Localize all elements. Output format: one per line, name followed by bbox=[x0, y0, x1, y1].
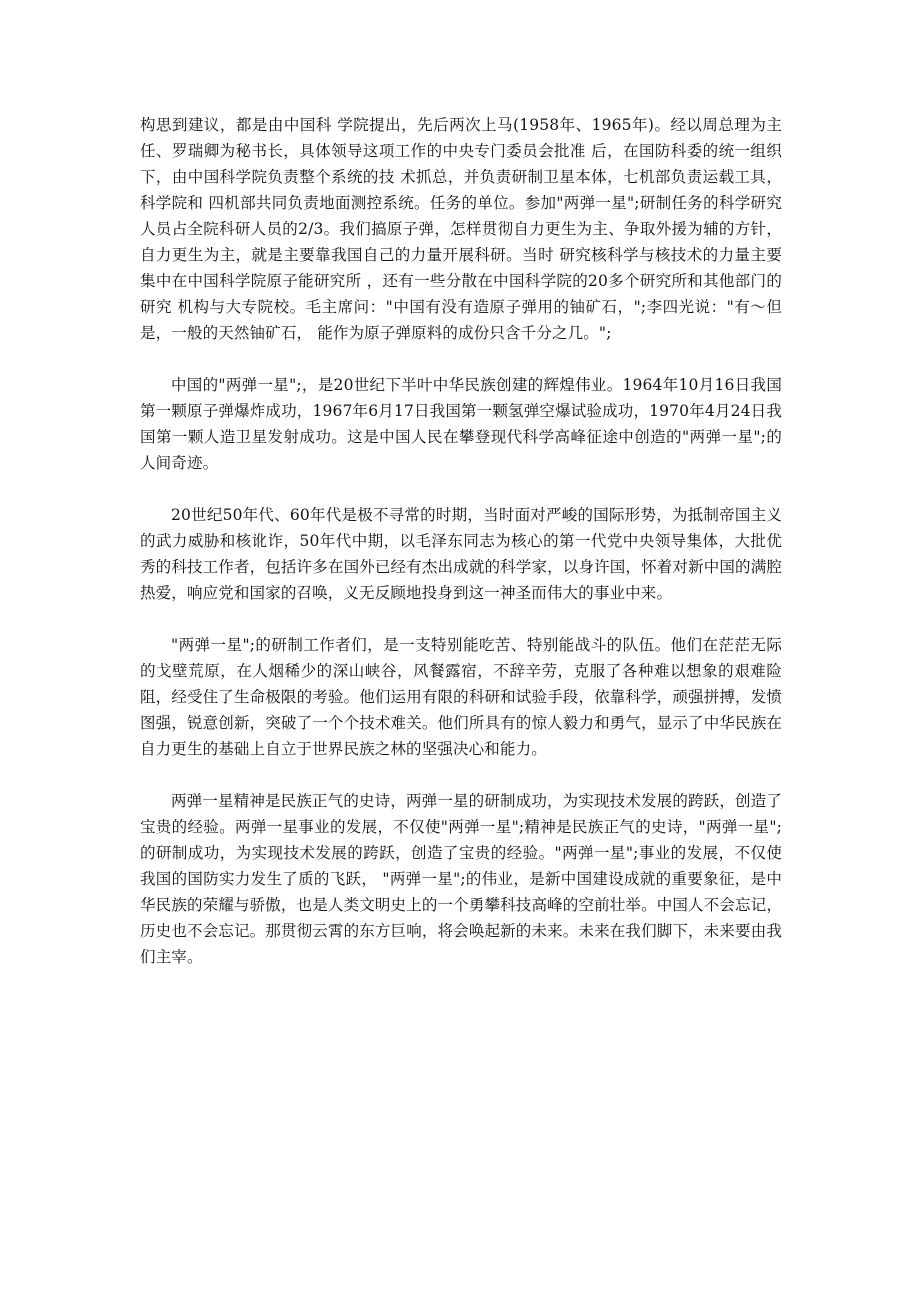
paragraph-1: 构思到建议，都是由中国科 学院提出，先后两次上马(1958年、1965年)。经以周总理为主任、罗瑞卿为秘书长，具体领导这项工作的中央专门委员会批准 后，在国防科委的统一组织下，由中国科学院负责整个系统的技 术抓总，并负责研制卫星本体，七机部负责运载工具，科学院和 四机部共同负责地面测控系统。任务的单位。参加"两弹一星";研制任务的科学研究人员占全院科研人员的2/3。我们搞原子弹，怎样贯彻自力更生为主、争取外援为辅的方针，自力更生为主，就是主要靠我国自己的力量开展科研。当时 研究核科学与核技术的力量主要集中在中国科学院原子能研究所 ，还有一些分散在中国科学院的20多个研究所和其他部门的研究 机构与大专院校。毛主席问："中国有没有造原子弹用的铀矿石，";李四光说："有～但是，一般的天然铀矿石， 能作为原子弹原料的成份只含千分之几。"; bbox=[140, 116, 782, 342]
paragraph-2: 中国的"两弹一星";，是20世纪下半叶中华民族创建的辉煌伟业。1964年10月16日我国第一颗原子弹爆炸成功，1967年6月17日我国第一颗氢弹空爆试验成功，1970年4月24日我国第一颗人造卫星发射成功。这是中国人民在攀登现代科学高峰征途中创造的"两弹一星";的人间奇迹。 bbox=[140, 376, 782, 472]
document-body bbox=[140, 112, 782, 970]
paragraph-4: "两弹一星";的研制工作者们，是一支特别能吃苦、特别能战斗的队伍。他们在茫茫无际的戈壁荒原，在人烟稀少的深山峡谷，风餐露宿，不辞辛劳，克服了各种难以想象的艰难险阻，经受住了生命极限的考验。他们运用有限的科研和试验手段，依靠科学，顽强拼搏，发愤图强，锐意创新，突破了一个个技术难关。他们所具有的惊人毅力和勇气，显示了中华民族在自力更生的基础上自立于世界民族之林的坚强决心和能力。 bbox=[140, 636, 782, 758]
paragraph-5: 两弹一星精神是民族正气的史诗，两弹一星的研制成功，为实现技术发展的跨跃，创造了宝贵的经验。两弹一星事业的发展，不仅使"两弹一星";精神是民族正气的史诗，"两弹一星";的研制成功，为实现技术发展的跨跃，创造了宝贵的经验。"两弹一星";事业的发展，不仅使我国的国防实力发生了质的飞跃， "两弹一星";的伟业，是新中国建设成就的重要象征，是中华民族的荣耀与骄傲，也是人类文明史上的一个勇攀科技高峰的空前壮举。中国人不会忘记，历史也不会忘记。那贯彻云霄的东方巨响，将会唤起新的未来。未来在我们脚下，未来要由我们主宰。 bbox=[140, 792, 782, 966]
paragraph-3: 20世纪50年代、60年代是极不寻常的时期，当时面对严峻的国际形势，为抵制帝国主义的武力威胁和核讹诈，50年代中期，以毛泽东同志为核心的第一代党中央领导集体，大批优秀的科技工作者，包括许多在国外已经有杰出成就的科学家，以身许国，怀着对新中国的满腔热爱，响应党和国家的召唤，义无反顾地投身到这一神圣而伟大的事业中来。 bbox=[140, 506, 782, 602]
